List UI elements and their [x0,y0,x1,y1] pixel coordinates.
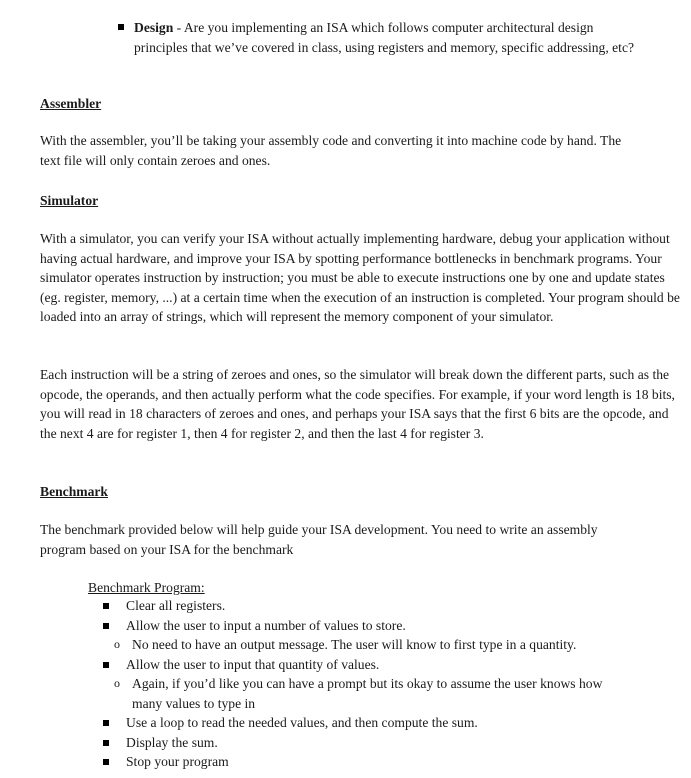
square-bullet-icon [103,720,109,726]
circle-bullet-icon: o [114,676,120,690]
design-bullet-text [134,18,638,57]
list-item-text: Display the sum. [126,735,218,750]
simulator-paragraph-1: With a simulator, you can verify your ISA without actually implementing hardware, debug your application without having actual hardware, and improve your ISA by spotting performance bottlenecks in benchmark programs. Your simulator operates instruction by instruction; you must be able to execute instructions one by one and update states (eg. register, memory, ...) at a certain time when the execution of an instruction is completed. Your program should be loaded into an array of strings, which will represent the memory component of your simulator. [40,231,680,325]
circle-bullet-icon: o [114,637,120,651]
simulator-heading: Simulator [40,193,99,208]
square-bullet-icon [103,603,109,609]
square-bullet-icon [103,759,109,765]
square-bullet-icon [103,623,109,629]
assembler-heading: Assembler [40,96,102,111]
list-item [0,674,691,714]
list-item-text: Again, if you’d like you can have a prompt but its okay to assume the user knows how many values to type in [132,676,603,711]
design-description: - Are you implementing an ISA which follows computer architectural design principles that we’ve covered in class, using registers and memory, specific addressing, etc? [134,20,635,55]
list-item [0,596,691,616]
list-item [0,655,691,675]
benchmark-paragraph: The benchmark provided below will help guide your ISA development. You need to write an assembly program based on your ISA for the benchmark [40,522,598,557]
list-item-text: Allow the user to input that quantity of values. [126,657,380,672]
list-item [0,733,691,753]
list-item [0,713,691,733]
design-label: Design [134,20,174,35]
list-item [0,752,691,772]
square-bullet-icon [118,24,124,30]
simulator-paragraph-2: Each instruction will be a string of zeroes and ones, so the simulator will break down the different parts, such as the opcode, the operands, and then actually perform what the code specifies. For example, if your word length is 18 bits, you will read in 18 characters of zeroes and ones, and perhaps your ISA says that the first 6 bits are the opcode, and the next 4 are for register 1, then 4 for register 2, and then the last 4 for register 3. [40,367,675,441]
list-item [0,635,691,655]
list-item-text: Allow the user to input a number of values to store. [126,618,406,633]
list-item-text: Use a loop to read the needed values, and then compute the sum. [126,715,478,730]
assembler-paragraph: With the assembler, you’ll be taking your assembly code and converting it into machine code by hand. The text file will only contain zeroes and ones. [40,133,622,168]
list-item-text: Clear all registers. [126,598,226,613]
benchmark-heading: Benchmark [40,484,108,499]
list-item-text: No need to have an output message. The user will know to first type in a quantity. [132,637,577,652]
list-item [0,616,691,636]
design-bullet [118,18,638,57]
benchmark-program-label: Benchmark Program: [88,580,205,595]
square-bullet-icon [103,740,109,746]
square-bullet-icon [103,662,109,668]
list-item-text: Stop your program [126,754,229,769]
